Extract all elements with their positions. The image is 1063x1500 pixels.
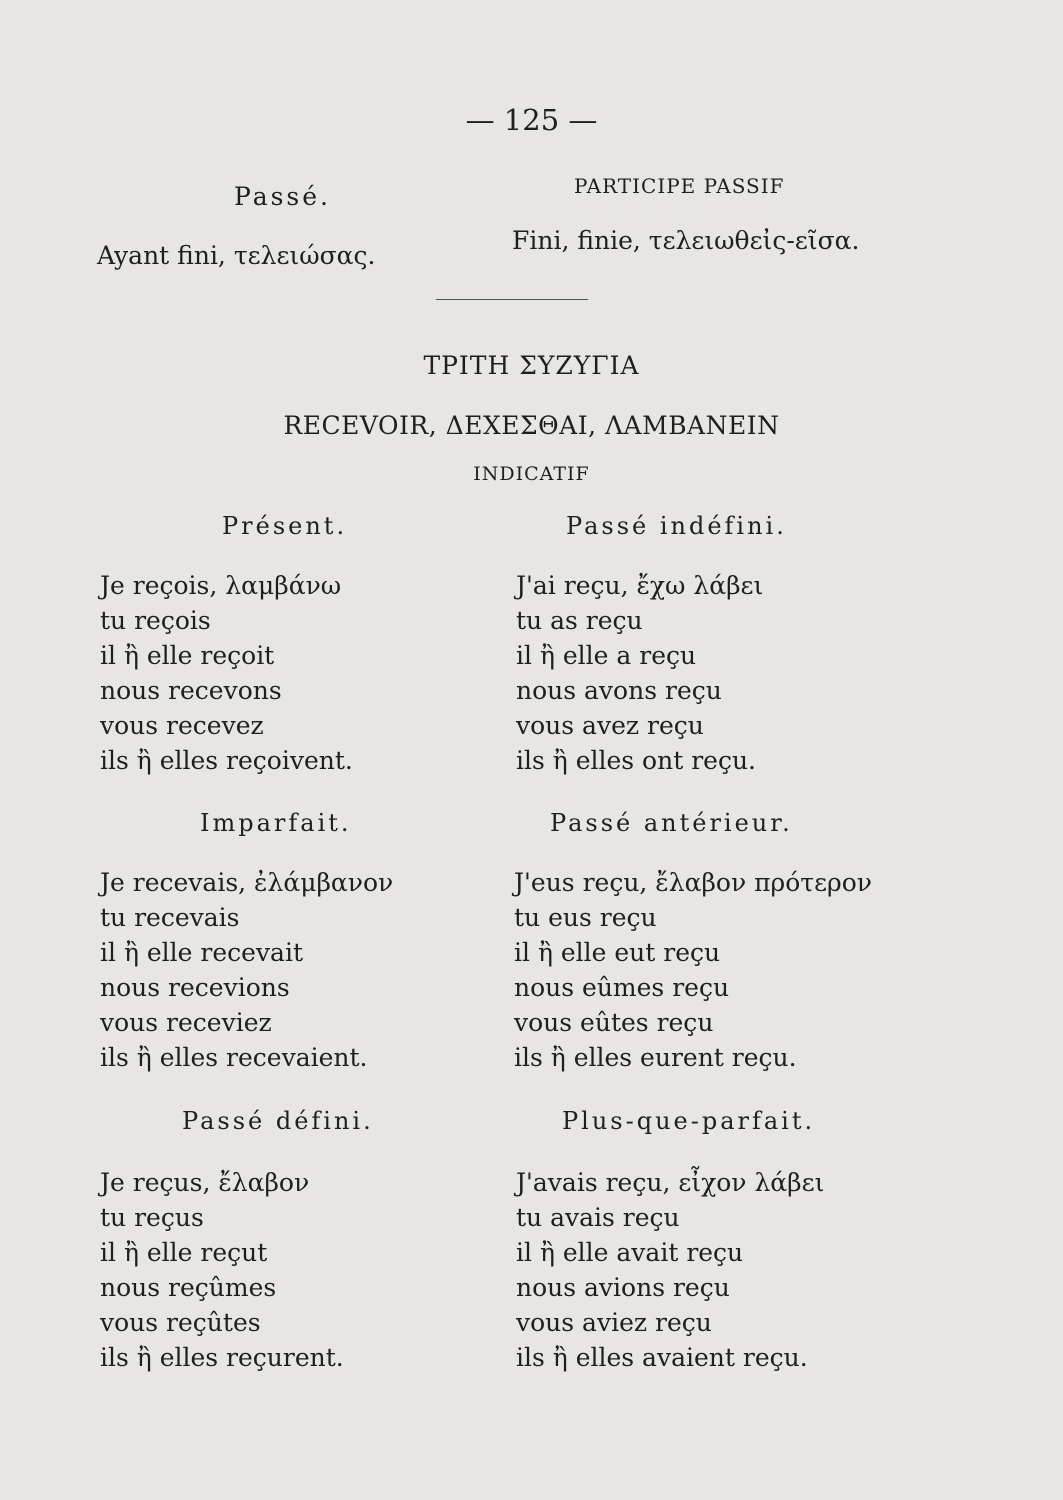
plus-que-parfait-conjugation (516, 1165, 824, 1375)
conjugation-line: vous reçûtes (100, 1308, 261, 1337)
conjugation-line: il ἢ elle reçoit (100, 641, 275, 670)
conjugation-line: ils ἢ elles ont reçu. (516, 746, 756, 775)
present-conjugation (100, 568, 353, 778)
conjugation-line: il ἢ elle a reçu (516, 641, 697, 670)
conjugation-line: tu reçus (100, 1203, 204, 1232)
conjugation-title-greek: ΤΡΙΤΗ ΣΥΖΥΓΙΑ (423, 351, 640, 380)
participe-passif-text: Fini, finie, τελειωθεἰς-εῖσα. (512, 226, 860, 255)
conjugation-line: J'avais reçu, εἶχον λάβει (516, 1168, 825, 1197)
conjugation-line: ils ἢ elles reçurent. (100, 1343, 344, 1372)
conjugation-line: il ἢ elle eut reçu (514, 938, 721, 967)
conjugation-line: vous receviez (100, 1008, 272, 1037)
conjugation-line: tu recevais (100, 903, 240, 932)
conjugation-line: nous recevions (100, 973, 290, 1002)
conjugation-line: il ἢ elle reçut (100, 1238, 268, 1267)
present-heading: Présent. (222, 512, 348, 540)
imparfait-conjugation (100, 865, 393, 1075)
conjugation-line: ils ἢ elles reçoivent. (100, 746, 353, 775)
passe-defini-heading: Passé défini. (182, 1107, 374, 1135)
verb-title: RECEVOIR, ΔΕΧΕΣΘΑΙ, ΛΑΜΒΑΝΕΙΝ (283, 411, 780, 440)
conjugation-line: il ἢ elle recevait (100, 938, 304, 967)
conjugation-line: Je reçois, λαμβάνω (100, 571, 342, 600)
section-divider (436, 299, 588, 300)
conjugation-line: J'ai reçu, ἔχω λάβει (516, 571, 764, 600)
conjugation-line: tu reçois (100, 606, 211, 635)
passe-heading: Passé. (234, 182, 332, 211)
passe-text: Ayant fini, τελειώσας. (97, 241, 376, 270)
mood-heading: INDICATIF (473, 463, 590, 485)
conjugation-line: il ἢ elle avait reçu (516, 1238, 744, 1267)
participe-passif-heading: PARTICIPE PASSIF (574, 174, 785, 198)
conjugation-line: nous recevons (100, 676, 282, 705)
conjugation-line: nous avons reçu (516, 676, 722, 705)
conjugation-line: vous avez reçu (516, 711, 704, 740)
conjugation-line: ils ἢ elles avaient reçu. (516, 1343, 808, 1372)
conjugation-line: Je reçus, ἔλαβον (100, 1168, 310, 1197)
conjugation-line: tu eus reçu (514, 903, 657, 932)
passe-indefini-conjugation (516, 568, 763, 778)
passe-anterieur-conjugation (514, 865, 872, 1075)
conjugation-line: vous eûtes reçu (514, 1008, 714, 1037)
conjugation-line: nous reçûmes (100, 1273, 277, 1302)
conjugation-line: Je recevais, ἐλάμβανον (100, 868, 394, 897)
page-number: — 125 — (465, 103, 598, 137)
conjugation-line: nous eûmes reçu (514, 973, 730, 1002)
passe-anterieur-heading: Passé antérieur. (550, 809, 793, 837)
plus-que-parfait-heading: Plus-que-parfait. (562, 1107, 816, 1135)
conjugation-line: tu as reçu (516, 606, 643, 635)
passe-indefini-heading: Passé indéfini. (566, 512, 787, 540)
conjugation-line: vous aviez reçu (516, 1308, 712, 1337)
conjugation-line: ils ἢ elles recevaient. (100, 1043, 368, 1072)
conjugation-line: tu avais reçu (516, 1203, 680, 1232)
imparfait-heading: Imparfait. (200, 809, 352, 837)
conjugation-line: ils ἢ elles eurent reçu. (514, 1043, 797, 1072)
passe-defini-conjugation (100, 1165, 344, 1375)
conjugation-line: nous avions reçu (516, 1273, 730, 1302)
conjugation-line: vous recevez (100, 711, 264, 740)
conjugation-line: J'eus reçu, ἔλαβον πρότερον (514, 868, 873, 897)
